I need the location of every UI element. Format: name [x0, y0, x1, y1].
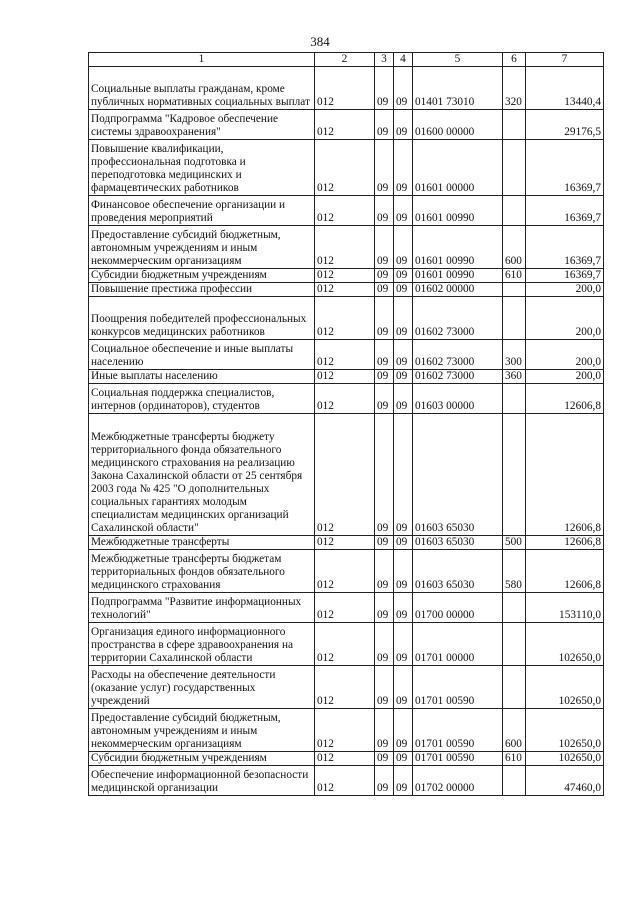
column-header: 2 [315, 53, 375, 67]
cell-ministry: 012 [315, 623, 375, 666]
cell-target: 01701 00590 [413, 752, 503, 766]
table-row [89, 666, 604, 709]
cell-section: 09 [375, 752, 394, 766]
cell-section: 09 [375, 226, 394, 269]
cell-ministry: 012 [315, 550, 375, 593]
table-row [89, 550, 604, 593]
cell-type: 500 [503, 536, 526, 550]
cell-type [503, 140, 526, 196]
cell-subsection: 09 [394, 340, 413, 370]
cell-subsection: 09 [394, 384, 413, 414]
cell-type [503, 110, 526, 140]
cell-amount: 16369,7 [526, 140, 604, 196]
cell-section: 09 [375, 110, 394, 140]
cell-type [503, 414, 526, 536]
cell-subsection: 09 [394, 370, 413, 384]
cell-target: 01602 00000 [413, 283, 503, 297]
cell-subsection: 09 [394, 666, 413, 709]
table-row [89, 593, 604, 623]
cell-amount: 102650,0 [526, 666, 604, 709]
cell-subsection: 09 [394, 297, 413, 340]
cell-target: 01701 00590 [413, 666, 503, 709]
cell-target: 01601 00990 [413, 226, 503, 269]
cell-target: 01603 65030 [413, 550, 503, 593]
column-header: 7 [526, 53, 604, 67]
cell-type: 580 [503, 550, 526, 593]
column-header: 6 [503, 53, 526, 67]
cell-ministry: 012 [315, 226, 375, 269]
cell-type: 610 [503, 269, 526, 283]
cell-type [503, 297, 526, 340]
cell-name: Предоставление субсидий бюджетным, автономным учреждениям и иным некоммерческим организациям [89, 709, 315, 752]
column-header: 4 [394, 53, 413, 67]
cell-name: Межбюджетные трансферты [89, 536, 315, 550]
cell-amount: 16369,7 [526, 226, 604, 269]
cell-ministry: 012 [315, 384, 375, 414]
cell-name: Межбюджетные трансферты бюджетам территориальных фондов обязательного медицинского страхования [89, 550, 315, 593]
table-row [89, 536, 604, 550]
cell-subsection: 09 [394, 140, 413, 196]
cell-ministry: 012 [315, 414, 375, 536]
cell-amount: 200,0 [526, 340, 604, 370]
cell-subsection: 09 [394, 196, 413, 226]
cell-subsection: 09 [394, 550, 413, 593]
table-row [89, 226, 604, 269]
cell-ministry: 012 [315, 297, 375, 340]
cell-name: Повышение престижа профессии [89, 283, 315, 297]
cell-amount: 200,0 [526, 283, 604, 297]
cell-name: Расходы на обеспечение деятельности (оказание услуг) государственных учреждений [89, 666, 315, 709]
table-row [89, 370, 604, 384]
cell-ministry: 012 [315, 709, 375, 752]
cell-section: 09 [375, 196, 394, 226]
table-row [89, 140, 604, 196]
table-body [89, 67, 604, 796]
cell-section: 09 [375, 766, 394, 796]
cell-section: 09 [375, 536, 394, 550]
cell-ministry: 012 [315, 283, 375, 297]
table-row [89, 110, 604, 140]
table-row [89, 766, 604, 796]
cell-section: 09 [375, 709, 394, 752]
cell-name: Социальное обеспечение и иные выплаты населению [89, 340, 315, 370]
cell-section: 09 [375, 370, 394, 384]
cell-name: Субсидии бюджетным учреждениям [89, 269, 315, 283]
cell-amount: 102650,0 [526, 709, 604, 752]
cell-subsection: 09 [394, 623, 413, 666]
cell-section: 09 [375, 666, 394, 709]
cell-target: 01601 00000 [413, 140, 503, 196]
cell-name: Поощрения победителей профессиональных конкурсов медицинских работников [89, 297, 315, 340]
cell-amount: 29176,5 [526, 110, 604, 140]
cell-ministry: 012 [315, 536, 375, 550]
table-row [89, 297, 604, 340]
cell-target: 01702 00000 [413, 766, 503, 796]
cell-amount: 102650,0 [526, 623, 604, 666]
cell-amount: 47460,0 [526, 766, 604, 796]
cell-amount: 16369,7 [526, 196, 604, 226]
cell-target: 01603 65030 [413, 414, 503, 536]
table-row [89, 384, 604, 414]
column-header: 3 [375, 53, 394, 67]
cell-ministry: 012 [315, 269, 375, 283]
table-row [89, 623, 604, 666]
cell-amount: 12606,8 [526, 550, 604, 593]
cell-name: Межбюджетные трансферты бюджету территориального фонда обязательного медицинского страхования на реализацию Закона Сахалинской области от 25 сентября 2003 года № 425 "О дополнительных социальных гарантиях молодым специалистам медицинских организаций Сахалинской области" [89, 414, 315, 536]
cell-name: Подпрограмма "Кадровое обеспечение системы здравоохранения" [89, 110, 315, 140]
cell-name: Подпрограмма "Развитие информационных технологий" [89, 593, 315, 623]
table-row [89, 283, 604, 297]
cell-subsection: 09 [394, 709, 413, 752]
cell-name: Организация единого информационного пространства в сфере здравоохранения на территории Сахалинской области [89, 623, 315, 666]
table-row [89, 414, 604, 536]
cell-subsection: 09 [394, 226, 413, 269]
cell-section: 09 [375, 140, 394, 196]
cell-section: 09 [375, 283, 394, 297]
cell-section: 09 [375, 623, 394, 666]
cell-amount: 200,0 [526, 370, 604, 384]
cell-name: Социальные выплаты гражданам, кроме публичных нормативных социальных выплат [89, 67, 315, 110]
cell-name: Обеспечение информационной безопасности медицинской организации [89, 766, 315, 796]
cell-subsection: 09 [394, 752, 413, 766]
cell-target: 01601 00990 [413, 196, 503, 226]
cell-section: 09 [375, 414, 394, 536]
table-row [89, 269, 604, 283]
cell-type [503, 283, 526, 297]
cell-ministry: 012 [315, 752, 375, 766]
cell-name: Повышение квалификации, профессиональная подготовка и переподготовка медицинских и фармацевтических работников [89, 140, 315, 196]
cell-type [503, 623, 526, 666]
cell-target: 01602 73000 [413, 340, 503, 370]
table-row [89, 709, 604, 752]
cell-name: Предоставление субсидий бюджетным, автономным учреждениям и иным некоммерческим организациям [89, 226, 315, 269]
cell-target: 01602 73000 [413, 370, 503, 384]
cell-amount: 12606,8 [526, 536, 604, 550]
cell-subsection: 09 [394, 536, 413, 550]
cell-target: 01700 00000 [413, 593, 503, 623]
cell-target: 01601 00990 [413, 269, 503, 283]
cell-section: 09 [375, 384, 394, 414]
cell-subsection: 09 [394, 110, 413, 140]
cell-subsection: 09 [394, 283, 413, 297]
cell-target: 01600 00000 [413, 110, 503, 140]
cell-target: 01602 73000 [413, 297, 503, 340]
cell-type: 610 [503, 752, 526, 766]
cell-ministry: 012 [315, 140, 375, 196]
cell-amount: 13440,4 [526, 67, 604, 110]
cell-subsection: 09 [394, 67, 413, 110]
cell-section: 09 [375, 340, 394, 370]
cell-section: 09 [375, 297, 394, 340]
column-header: 5 [413, 53, 503, 67]
cell-target: 01701 00590 [413, 709, 503, 752]
header-row [89, 53, 604, 67]
table-row [89, 340, 604, 370]
cell-target: 01603 65030 [413, 536, 503, 550]
cell-name: Социальная поддержка специалистов, интернов (ординаторов), студентов [89, 384, 315, 414]
cell-type: 300 [503, 340, 526, 370]
cell-amount: 102650,0 [526, 752, 604, 766]
cell-target: 01603 00000 [413, 384, 503, 414]
cell-section: 09 [375, 593, 394, 623]
cell-amount: 16369,7 [526, 269, 604, 283]
cell-name: Субсидии бюджетным учреждениям [89, 752, 315, 766]
cell-name: Финансовое обеспечение организации и проведения мероприятий [89, 196, 315, 226]
cell-subsection: 09 [394, 766, 413, 796]
budget-table [88, 52, 604, 796]
cell-ministry: 012 [315, 666, 375, 709]
table-row [89, 752, 604, 766]
cell-target: 01401 73010 [413, 67, 503, 110]
cell-subsection: 09 [394, 269, 413, 283]
cell-type [503, 766, 526, 796]
column-header: 1 [89, 53, 315, 67]
cell-type: 600 [503, 709, 526, 752]
cell-amount: 153110,0 [526, 593, 604, 623]
cell-subsection: 09 [394, 414, 413, 536]
cell-ministry: 012 [315, 593, 375, 623]
cell-ministry: 012 [315, 67, 375, 110]
table-row [89, 196, 604, 226]
cell-amount: 12606,8 [526, 384, 604, 414]
cell-ministry: 012 [315, 196, 375, 226]
cell-ministry: 012 [315, 370, 375, 384]
cell-type [503, 593, 526, 623]
cell-subsection: 09 [394, 593, 413, 623]
cell-section: 09 [375, 550, 394, 593]
cell-type [503, 666, 526, 709]
cell-type [503, 196, 526, 226]
page-number: 384 [310, 34, 330, 49]
cell-ministry: 012 [315, 110, 375, 140]
cell-section: 09 [375, 269, 394, 283]
cell-type: 360 [503, 370, 526, 384]
cell-name: Иные выплаты населению [89, 370, 315, 384]
cell-amount: 200,0 [526, 297, 604, 340]
table-row [89, 67, 604, 110]
cell-amount: 12606,8 [526, 414, 604, 536]
cell-section: 09 [375, 67, 394, 110]
cell-type: 600 [503, 226, 526, 269]
cell-type: 320 [503, 67, 526, 110]
cell-type [503, 384, 526, 414]
cell-ministry: 012 [315, 340, 375, 370]
cell-ministry: 012 [315, 766, 375, 796]
cell-target: 01701 00000 [413, 623, 503, 666]
